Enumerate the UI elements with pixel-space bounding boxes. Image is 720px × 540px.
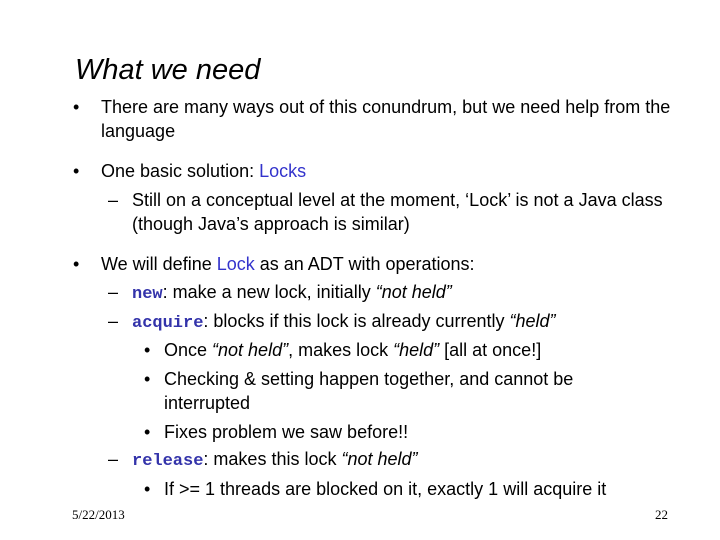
release-operation: release (132, 452, 204, 471)
bullet-marker: • (144, 369, 151, 389)
text-segment: Once (164, 340, 213, 360)
not-held-state: “not held” (341, 449, 418, 469)
bullet-text-suffix: as an ADT with operations: (254, 254, 475, 274)
sub-sub-bullet-item (144, 338, 679, 362)
bullet-marker: • (144, 422, 151, 442)
bullet-text (101, 252, 681, 276)
bullet-marker: • (144, 479, 151, 499)
not-held-state: “not held” (212, 340, 289, 360)
bullet-item (73, 159, 681, 183)
bullet-marker: • (73, 97, 80, 117)
sub-sub-bullet-item (144, 477, 684, 501)
sub-bullet-text (132, 309, 677, 336)
locks-term: Locks (259, 161, 307, 181)
sub-sub-bullet-item (144, 420, 679, 444)
lock-term: Lock (216, 254, 255, 274)
held-state: “held” (509, 311, 556, 331)
sub-bullet-item (108, 280, 677, 307)
bullet-text-prefix: One basic solution: (101, 161, 260, 181)
dash-marker: – (108, 282, 119, 302)
text-segment: , makes lock (288, 340, 394, 360)
slide-title: What we need (75, 54, 261, 86)
dash-marker: – (108, 449, 119, 469)
dash-marker: – (108, 311, 119, 331)
bullet-marker: • (73, 161, 80, 181)
sub-bullet-item (108, 188, 677, 236)
sub-sub-bullet-text (164, 338, 679, 362)
new-description: : make a new lock, initially (162, 282, 376, 302)
sub-bullet-text (132, 447, 677, 474)
bullet-text: There are many ways out of this conundrum, but we need help from the language (101, 97, 671, 141)
new-operation: new (132, 285, 163, 304)
bullet-item (73, 95, 681, 143)
footer-date: 5/22/2013 (72, 507, 125, 522)
held-state: “held” (393, 340, 440, 360)
bullet-item (73, 252, 681, 276)
sub-bullet-text: Still on a conceptual level at the moment, ‘Lock’ is not a Java class (though Java’s approach is similar) (132, 190, 663, 234)
release-description: : makes this lock (203, 449, 342, 469)
bullet-text-prefix: We will define (101, 254, 217, 274)
sub-bullet-text (132, 280, 677, 307)
sub-sub-bullet-item (144, 367, 644, 415)
bullet-marker: • (144, 340, 151, 360)
sub-bullet-item (108, 447, 677, 474)
text-segment: [all at once!] (439, 340, 542, 360)
sub-bullet-item (108, 309, 677, 336)
sub-sub-bullet-text: If >= 1 threads are blocked on it, exactly 1 will acquire it (164, 479, 607, 499)
dash-marker: – (108, 190, 119, 210)
acquire-description: : blocks if this lock is already currently (203, 311, 510, 331)
page-number: 22 (655, 507, 668, 522)
acquire-operation: acquire (132, 314, 204, 333)
sub-sub-bullet-text: Fixes problem we saw before!! (164, 422, 409, 442)
bullet-marker: • (73, 254, 80, 274)
not-held-state: “not held” (375, 282, 452, 302)
bullet-text (101, 159, 681, 183)
sub-sub-bullet-text: Checking & setting happen together, and cannot be interrupted (164, 369, 574, 413)
